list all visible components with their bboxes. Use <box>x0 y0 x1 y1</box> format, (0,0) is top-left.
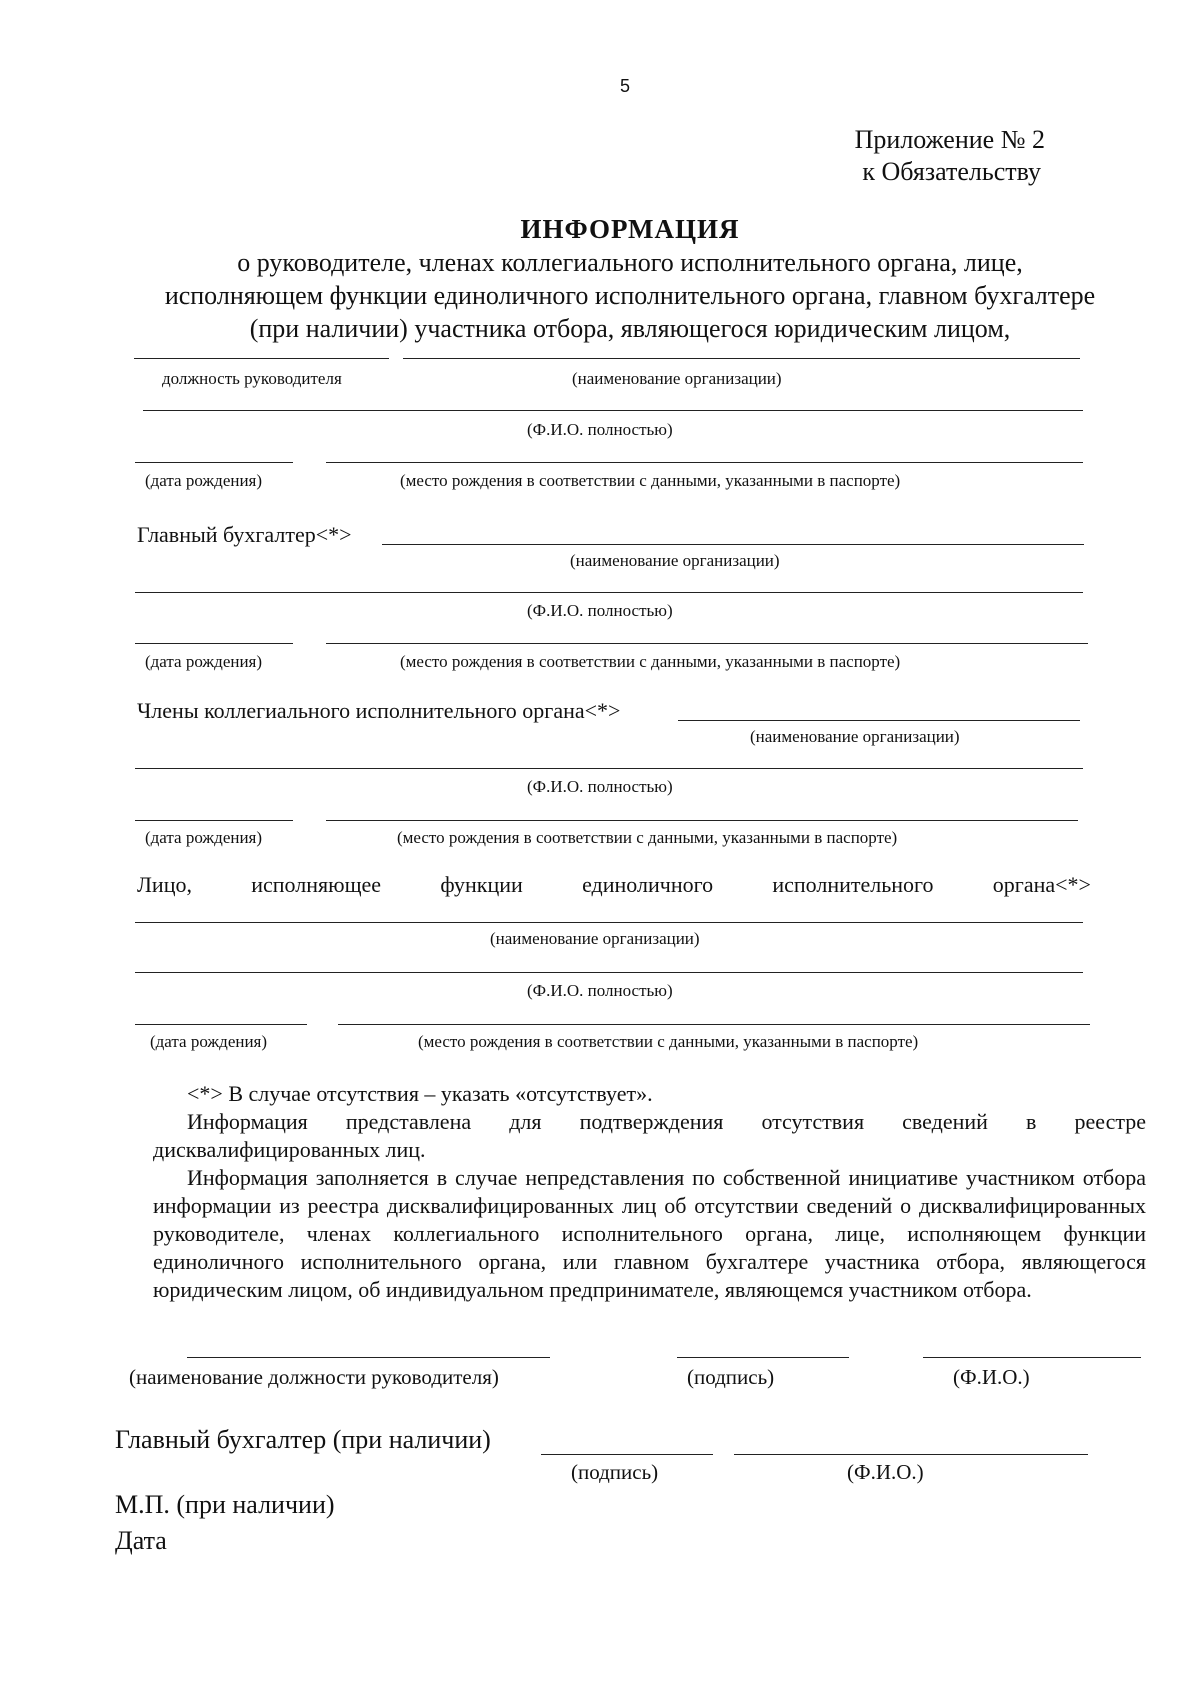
footnote-text: <*> В случае отсутствия – указать «отсутствует». <box>187 1081 653 1106</box>
head-position-caption: должность руководителя <box>162 369 342 388</box>
accountant-birthplace-field[interactable] <box>326 643 1088 644</box>
head-fio-signature-field[interactable] <box>923 1357 1141 1358</box>
accountant-organization-field[interactable] <box>382 544 1084 545</box>
notes-paragraph-2: Информация заполняется в случае непредставления по собственной инициативе участником отбора информации из реестра дисквалифицированных лиц об отсутствии сведений о дисквалифицированных руководителе, членах коллегиального исполнительного органа, лице, исполняющем функции единоличного исполнительного органа, или главном бухгалтере участника отбора, являющегося юридическим лицом, об индивидуальном предпринимателе, являющемся участником отбора. <box>153 1165 1146 1302</box>
accountant-fio-field[interactable] <box>135 592 1083 593</box>
sole-birthdate-field[interactable] <box>135 1024 307 1025</box>
sole-label-word: органа<*> <box>992 872 1091 897</box>
appendix-reference: к Обязательству <box>862 157 1041 186</box>
appendix-header <box>700 124 1045 188</box>
board-fio-field[interactable] <box>135 768 1083 769</box>
board-fio-caption: (Ф.И.О. полностью) <box>527 777 673 796</box>
board-birthdate-field[interactable] <box>135 820 293 821</box>
accountant-signature-caption: (подпись) <box>571 1460 659 1484</box>
head-birthplace-field[interactable] <box>326 462 1083 463</box>
head-signature-caption: (подпись) <box>687 1365 775 1389</box>
sole-label-word: исполняющее <box>251 872 382 897</box>
stamp-label: М.П. (при наличии) <box>115 1490 335 1519</box>
sole-label-word: единоличного <box>582 872 714 897</box>
head-fio-field[interactable] <box>143 410 1083 411</box>
sole-birthplace-field[interactable] <box>338 1024 1090 1025</box>
accountant-fio-signature-field[interactable] <box>734 1454 1088 1455</box>
subtitle-line-1: о руководителе, членах коллегиального исполнительного органа, лице, <box>237 248 1023 277</box>
sole-fio-caption: (Ф.И.О. полностью) <box>527 981 673 1000</box>
head-signature-field[interactable] <box>677 1357 849 1358</box>
head-position-field[interactable] <box>134 358 389 359</box>
board-organization-caption: (наименование организации) <box>750 727 960 746</box>
sole-label-word: функции <box>440 872 523 897</box>
head-birthdate-caption: (дата рождения) <box>145 471 263 490</box>
sole-fio-field[interactable] <box>135 972 1083 973</box>
head-organization-field[interactable] <box>403 358 1080 359</box>
page-number: 5 <box>620 76 631 96</box>
head-position-signature-field[interactable] <box>187 1357 550 1358</box>
accountant-birthdate-field[interactable] <box>135 643 293 644</box>
accountant-birthplace-caption: (место рождения в соответствии с данными, указанными в паспорте) <box>400 652 901 671</box>
sole-organization-field[interactable] <box>135 922 1083 923</box>
head-birthdate-field[interactable] <box>135 462 293 463</box>
accountant-fio-caption: (Ф.И.О. полностью) <box>527 601 673 620</box>
accountant-signature-field[interactable] <box>541 1454 713 1455</box>
head-fio-caption: (Ф.И.О. полностью) <box>527 420 673 439</box>
appendix-number: Приложение № 2 <box>854 125 1045 154</box>
head-position-signature-caption: (наименование должности руководителя) <box>129 1365 499 1389</box>
head-fio-caption: (Ф.И.О.) <box>953 1365 1030 1389</box>
board-birthplace-field[interactable] <box>326 820 1078 821</box>
date-label: Дата <box>115 1526 167 1555</box>
accountant-organization-caption: (наименование организации) <box>570 551 780 570</box>
document-title: ИНФОРМАЦИЯ <box>520 214 740 244</box>
sole-birthplace-caption: (место рождения в соответствии с данными, указанными в паспорте) <box>418 1032 919 1051</box>
document-subtitle <box>100 246 1160 345</box>
head-organization-caption: (наименование организации) <box>572 369 782 388</box>
notes-paragraph-1: Информация представлена для подтверждения отсутствия сведений в реестре дисквалифицированных лиц. <box>153 1109 1146 1162</box>
sole-birthdate-caption: (дата рождения) <box>150 1032 268 1051</box>
subtitle-line-2: исполняющем функции единоличного исполнительного органа, главном бухгалтере <box>164 281 1096 310</box>
board-label: Члены коллегиального исполнительного органа<*> <box>137 698 621 723</box>
board-birthdate-caption: (дата рождения) <box>145 828 263 847</box>
subtitle-line-3: (при наличии) участника отбора, являющегося юридическим лицом, <box>249 314 1011 343</box>
sole-organization-caption: (наименование организации) <box>490 929 700 948</box>
accountant-signature-label: Главный бухгалтер (при наличии) <box>115 1425 491 1454</box>
head-birthplace-caption: (место рождения в соответствии с данными, указанными в паспорте) <box>400 471 901 490</box>
notes-block <box>153 1080 1146 1304</box>
accountant-label: Главный бухгалтер<*> <box>137 522 352 547</box>
sole-executive-label <box>137 872 1091 898</box>
accountant-fio-caption: (Ф.И.О.) <box>847 1460 924 1484</box>
sole-label-word: исполнительного <box>772 872 934 897</box>
sole-label-word: Лицо, <box>137 872 192 897</box>
board-organization-field[interactable] <box>678 720 1080 721</box>
board-birthplace-caption: (место рождения в соответствии с данными, указанными в паспорте) <box>397 828 898 847</box>
accountant-birthdate-caption: (дата рождения) <box>145 652 263 671</box>
